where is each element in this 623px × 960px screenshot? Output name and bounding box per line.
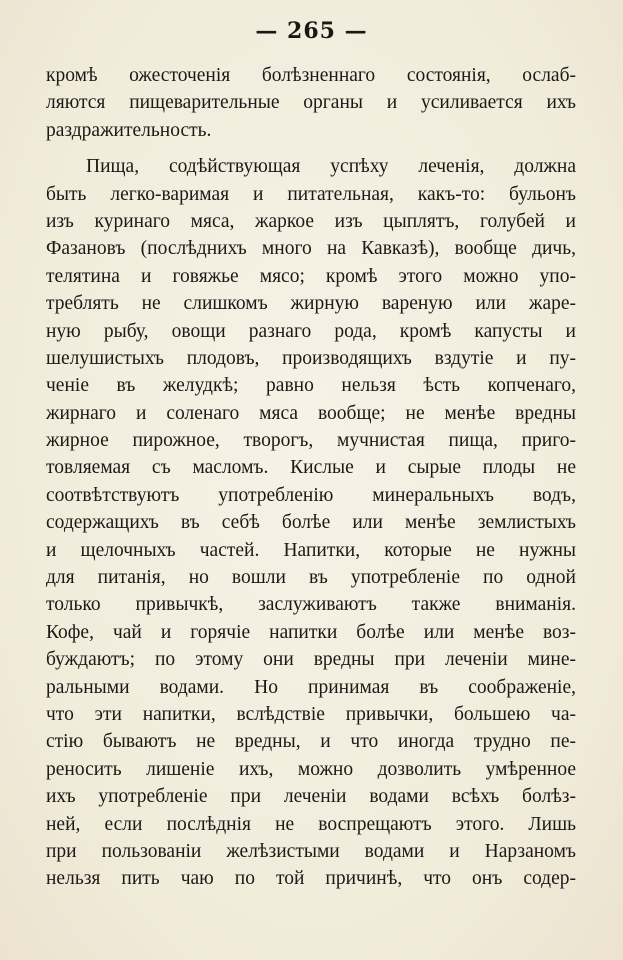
text-line: для питанія, но вошли въ употребленіе по одной bbox=[46, 567, 576, 589]
body-text bbox=[46, 62, 576, 893]
text-line: что эти напитки, вслѣдствіе привычки, большею ча- bbox=[46, 703, 576, 725]
text-line: шелушистыхъ плодовъ, производящихъ вздутіе и пу- bbox=[46, 347, 576, 369]
text-line: Пища, содѣйствующая успѣху леченія, должна bbox=[86, 156, 576, 178]
page-number: — 265 — bbox=[255, 18, 368, 44]
text-line: и щелочныхъ частей. Напитки, которые не нужны bbox=[46, 539, 576, 561]
text-line: при пользованіи желѣзистыми водами и Нарзаномъ bbox=[46, 840, 576, 862]
text-line: изъ куринаго мяса, жаркое изъ цыплятъ, голубей и bbox=[46, 210, 576, 232]
text-line: ную рыбу, овощи разнаго рода, кромѣ капусты и bbox=[46, 320, 576, 342]
text-line: содержащихъ въ себѣ болѣе или менѣе землистыхъ bbox=[46, 512, 576, 534]
text-line: раздражительность. bbox=[46, 119, 212, 141]
text-line: телятина и говяжье мясо; кромѣ этого можно упо- bbox=[46, 265, 576, 287]
text-line: ляются пищеварительные органы и усиливается ихъ bbox=[46, 92, 576, 114]
text-line: ральными водами. Но принимая въ соображеніе, bbox=[46, 676, 576, 698]
text-line: соотвѣтствуютъ употребленію минеральныхъ водъ, bbox=[46, 484, 576, 506]
text-line: буждаютъ; по этому они вредны при леченіи мине- bbox=[46, 649, 576, 671]
paragraph-2 bbox=[46, 153, 576, 893]
text-line: Фазановъ (послѣднихъ много на Кавказѣ), вообще дичь, bbox=[46, 238, 576, 260]
text-line: ченіе въ желудкѣ; равно нельзя ѣсть копченаго, bbox=[46, 375, 576, 397]
text-line: жирное пирожное, творогъ, мучнистая пища, приго- bbox=[46, 430, 576, 452]
text-line: жирнаго и соленаго мяса вообще; не менѣе вредны bbox=[46, 402, 576, 424]
text-line: кромѣ ожесточенія болѣзненнаго состоянія, ослаб- bbox=[46, 65, 576, 86]
text-line: реносить лишеніе ихъ, можно дозволить умѣренное bbox=[46, 758, 576, 780]
text-line: Кофе, чай и горячіе напитки болѣе или менѣе воз- bbox=[46, 621, 576, 643]
text-line: нельзя пить чаю по той причинѣ, что онъ содер- bbox=[46, 868, 576, 890]
text-line: ней, если послѣднія не воспрещаютъ этого. Лишь bbox=[46, 813, 576, 835]
text-line: стію бываютъ не вредны, и что иногда трудно пе- bbox=[46, 731, 576, 753]
text-line: товляемая съ масломъ. Кислые и сырые плоды не bbox=[46, 457, 576, 479]
text-line: ихъ употребленіе при леченіи водами всѣхъ болѣз- bbox=[46, 786, 576, 808]
text-line: быть легко-варимая и питательная, какъ-то: бульонъ bbox=[46, 183, 576, 205]
text-line: только привычкѣ, заслуживаютъ также вниманія. bbox=[46, 594, 576, 616]
paragraph-1 bbox=[46, 62, 576, 144]
text-line: треблять не слишкомъ жирную вареную или жаре- bbox=[46, 293, 576, 315]
